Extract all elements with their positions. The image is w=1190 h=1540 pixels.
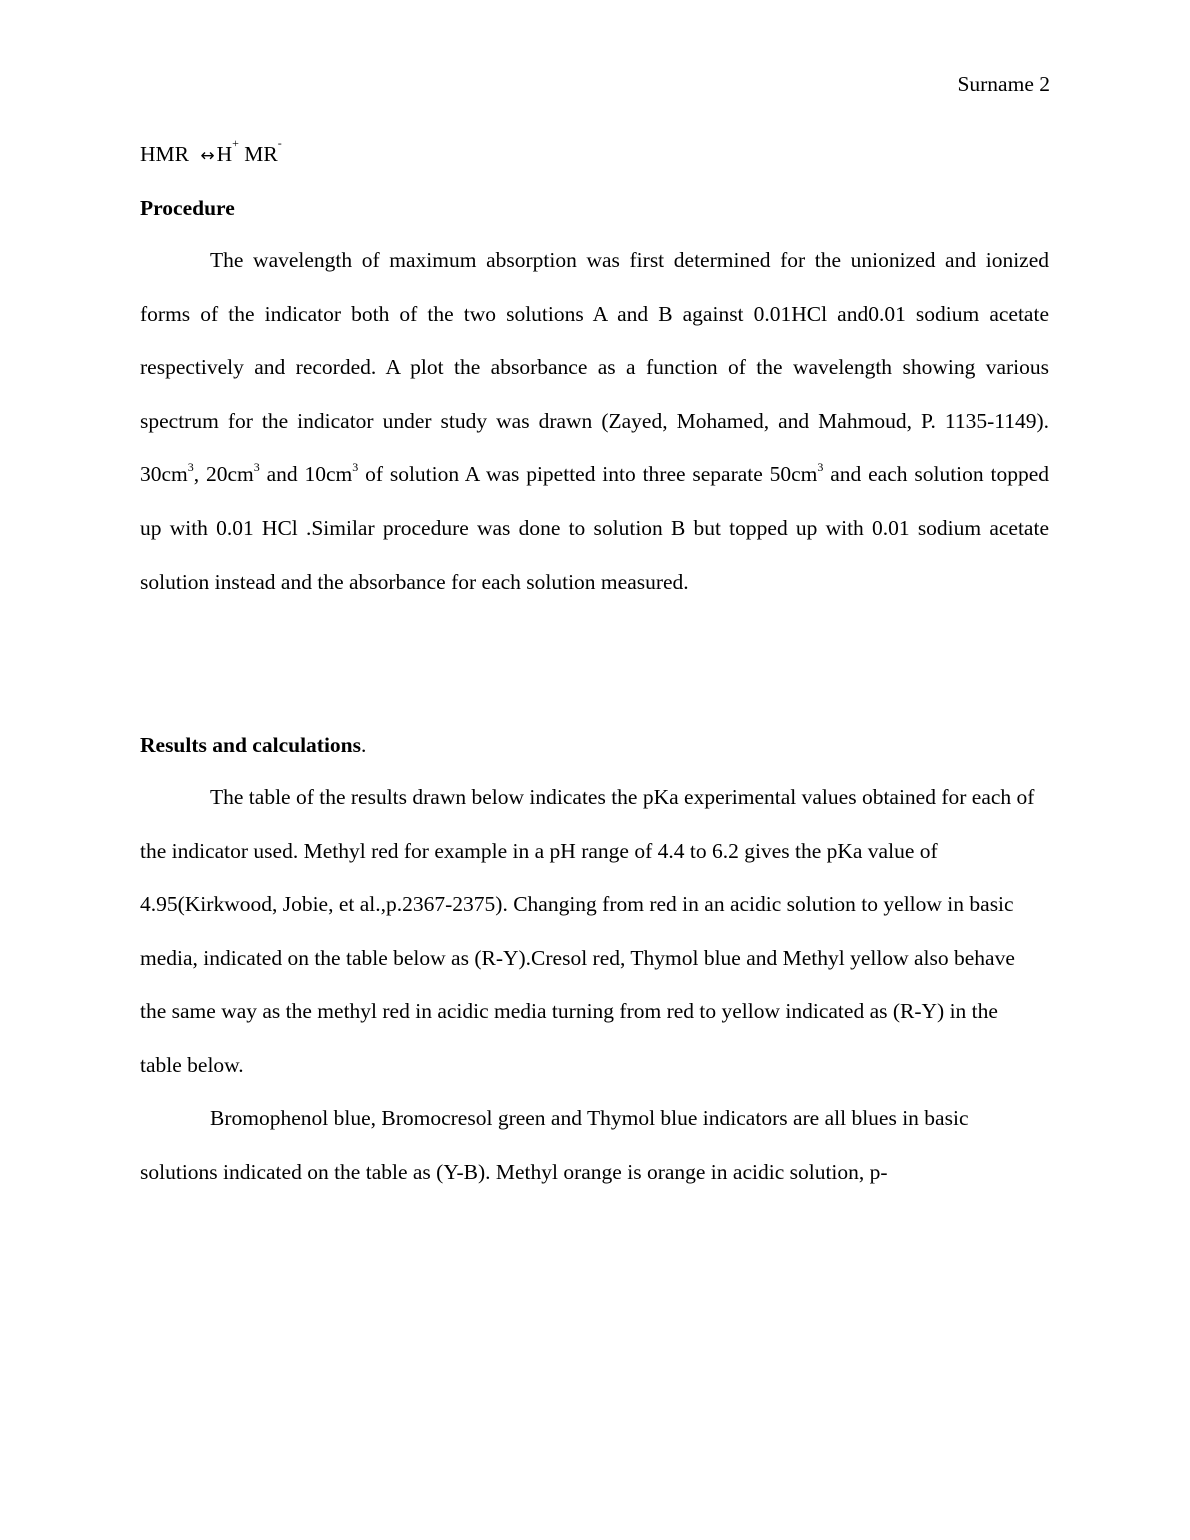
superscript-1: 3 xyxy=(187,460,194,475)
equation-proton: H xyxy=(216,142,233,166)
procedure-text-2: , 20cm xyxy=(193,462,254,487)
procedure-text-4: of solution A was pipetted into three separate 50cm xyxy=(358,462,818,487)
equilibrium-equation xyxy=(140,136,1049,170)
procedure-paragraph xyxy=(140,234,1049,609)
results-paragraph-2: Bromophenol blue, Bromocresol green and Thymol blue indicators are all blues in basic solutions indicated on the table as (Y-B). Methyl orange is orange in acidic solution, p- xyxy=(140,1106,969,1184)
equation-reactant: HMR xyxy=(140,142,189,166)
results-heading-text: Results and calculations xyxy=(140,733,362,757)
procedure-heading: Procedure xyxy=(140,196,235,220)
procedure-text-5: and each solution topped up with 0.01 HCl .Similar procedure was done to solution B but topped up with 0.01 sodium acetate solution instead and the absorbance for each solution measured. xyxy=(140,462,1049,594)
running-header: Surname 2 xyxy=(957,72,1050,96)
results-heading xyxy=(140,731,1049,759)
superscript-3: 3 xyxy=(352,460,359,475)
equation-proton-charge: + xyxy=(232,136,239,150)
superscript-4: 3 xyxy=(817,460,824,475)
results-paragraph-1: The table of the results drawn below indicates the pKa experimental values obtained for each of the indicator used. Methyl red for example in a pH range of 4.4 to 6.2 gives the pKa value of 4.95(Kirkwood, Jobie, et al.,p.2367-2375). Changing from red in an acidic solution to yellow in basic media, indicated on the table below as (R-Y).Cresol red, Thymol blue and Methyl yellow also behave the same way as the methyl red in acidic media turning from red to yellow indicated as (R-Y) in the table below. xyxy=(140,785,1035,1077)
equilibrium-arrow-icon: ↔ xyxy=(200,146,215,166)
superscript-2: 3 xyxy=(253,460,260,475)
procedure-text-3: and 10cm xyxy=(259,462,353,487)
equation-anion-charge: - xyxy=(277,136,282,150)
procedure-text-1: The wavelength of maximum absorption was first determined for the unionized and ionized forms of the indicator both of the two solutions A and B against 0.01HCl and0.01 sodium acetate respectively and recorded. A plot the absorbance as a function of the wavelength showing various spectrum for the indicator under study was drawn (Zayed, Mohamed, and Mahmoud, P. 1135-1149). 30cm xyxy=(140,248,1049,487)
results-heading-punct: . xyxy=(361,733,367,757)
equation-anion: MR xyxy=(244,142,278,166)
